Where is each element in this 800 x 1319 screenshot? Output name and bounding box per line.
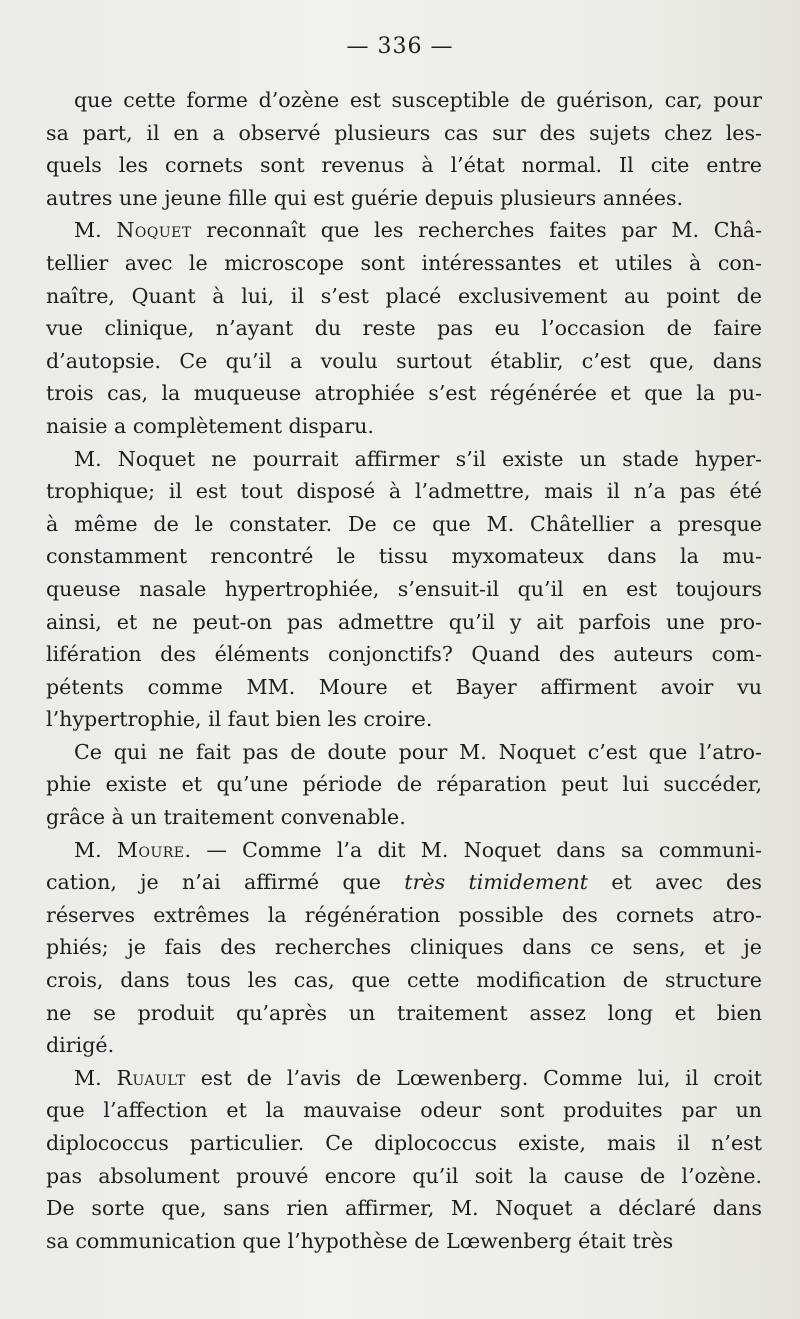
text-line (46, 931, 762, 964)
paragraph (46, 214, 762, 442)
text-segment: cation, je n’ai affirmé que (46, 870, 405, 895)
text-segment: Ce qui ne fait pas de doute pour M. Noquet c’est que l’atro- (74, 739, 762, 764)
text-segment: que l’affection et la mauvaise odeur sont produites par un (46, 1098, 762, 1123)
text-line (46, 606, 762, 639)
text-line (46, 280, 762, 313)
text-line (46, 117, 762, 150)
text-line (46, 1225, 762, 1258)
text-line (46, 149, 762, 182)
text-segment: naisie a complètement disparu. (46, 413, 374, 438)
text-segment: De sorte que, sans rien affirmer, M. Noquet a déclaré dans (46, 1196, 762, 1221)
text-segment: pas absolument prouvé encore qu’il soit la cause de l’ozène. (46, 1163, 762, 1188)
text-segment: grâce à un traitement convenable. (46, 805, 406, 830)
text-line (46, 1192, 762, 1225)
text-line (46, 964, 762, 997)
text-segment: sa part, il en a observé plusieurs cas sur des sujets chez les- (46, 120, 762, 145)
text-line (46, 540, 762, 573)
text-line (46, 377, 762, 410)
text-line (46, 312, 762, 345)
text-segment: phiés; je fais des recherches cliniques dans ce sens, et je (46, 935, 762, 960)
text-line (46, 638, 762, 671)
text-line (46, 214, 762, 247)
text-line (46, 410, 762, 443)
text-line (46, 834, 762, 867)
paragraph (46, 84, 762, 214)
text-segment: diplococcus particulier. Ce diplococcus existe, mais il n’est (46, 1131, 762, 1155)
text-line (46, 703, 762, 736)
text-line (46, 443, 762, 476)
speaker-name: Moure (116, 837, 185, 862)
text-segment: lifération des éléments conjonctifs? Quand des auteurs com- (46, 642, 762, 667)
text-segment: M. (74, 837, 117, 862)
text-line (46, 1094, 762, 1127)
text-segment: . — Comme l’a dit M. Noquet dans sa communi- (184, 837, 762, 862)
paragraph (46, 443, 762, 736)
text-segment: quels les cornets sont revenus à l’état normal. Il cite entre (46, 153, 762, 178)
text-segment: que cette forme d’ozène est susceptible de guérison, car, pour (74, 88, 762, 112)
text-line (46, 1062, 762, 1095)
text-segment: phie existe et qu’une période de réparation peut lui succéder, (46, 772, 762, 797)
text-segment: dirigé. (46, 1033, 115, 1058)
text-line (46, 508, 762, 541)
text-line (46, 247, 762, 280)
text-segment: réserves extrêmes la régénération possible des cornets atro- (46, 902, 762, 927)
text-line (46, 736, 762, 769)
text-segment: à même de le constater. De ce que M. Châtellier a presque (46, 511, 762, 536)
text-segment: queuse nasale hypertrophiée, s’ensuit-il qu’il en est toujours (46, 576, 762, 601)
text-segment: l’hypertrophie, il faut bien les croire. (46, 707, 433, 732)
text-segment: crois, dans tous les cas, que cette modification de structure (46, 968, 762, 993)
text-segment: tellier avec le microscope sont intéressantes et utiles à con- (46, 250, 762, 275)
paragraph (46, 1062, 762, 1258)
text-line (46, 768, 762, 801)
text-segment: vue clinique, n’ayant du reste pas eu l’occasion de faire (46, 316, 762, 341)
text-segment: pétents comme MM. Moure et Bayer affirment avoir vu (46, 674, 762, 699)
text-line (46, 997, 762, 1030)
text-segment: d’autopsie. Ce qu’il a voulu surtout établir, c’est que, dans (46, 348, 762, 373)
speaker-name: Noquet (116, 218, 192, 243)
text-line (46, 182, 762, 215)
emphasis-text: très timidement (404, 870, 589, 895)
text-segment: et avec des (588, 870, 762, 895)
text-segment: reconnaît que les recherches faites par M. Châ- (191, 218, 762, 243)
text-line (46, 899, 762, 932)
text-segment: ainsi, et ne peut-on pas admettre qu’il y ait parfois une pro- (46, 609, 762, 634)
text-line (46, 573, 762, 606)
text-segment: trophique; il est tout disposé à l’admettre, mais il n’a pas été (46, 479, 762, 504)
text-line (46, 1127, 762, 1160)
text-segment: ne se produit qu’après un traitement assez long et bien (46, 1000, 762, 1025)
text-segment: autres une jeune fille qui est guérie depuis plusieurs années. (46, 185, 684, 210)
text-line (46, 1029, 762, 1062)
text-line (46, 671, 762, 704)
paragraph (46, 736, 762, 834)
body-text (46, 84, 762, 1257)
text-line (46, 84, 762, 117)
text-line (46, 345, 762, 378)
text-line (46, 866, 762, 899)
text-segment: sa communication que l’hypothèse de Lœwenberg était très (46, 1228, 674, 1253)
text-segment: est de l’avis de Lœwenberg. Comme lui, il croit (185, 1065, 763, 1090)
paragraph (46, 834, 762, 1062)
text-segment: M. (74, 1065, 117, 1090)
text-segment: naître, Quant à lui, il s’est placé exclusivement au point de (46, 283, 762, 308)
text-line (46, 475, 762, 508)
text-segment: M. Noquet ne pourrait affirmer s’il existe un stade hyper- (74, 446, 762, 471)
text-segment: trois cas, la muqueuse atrophiée s’est régénérée et que la pu- (46, 381, 762, 406)
text-line (46, 1160, 762, 1193)
text-segment: M. (74, 218, 117, 243)
text-segment: constamment rencontré le tissu myxomateux dans la mu- (46, 544, 762, 569)
text-line (46, 801, 762, 834)
page-number: — 336 — (346, 34, 454, 59)
speaker-name: Ruault (116, 1065, 186, 1090)
